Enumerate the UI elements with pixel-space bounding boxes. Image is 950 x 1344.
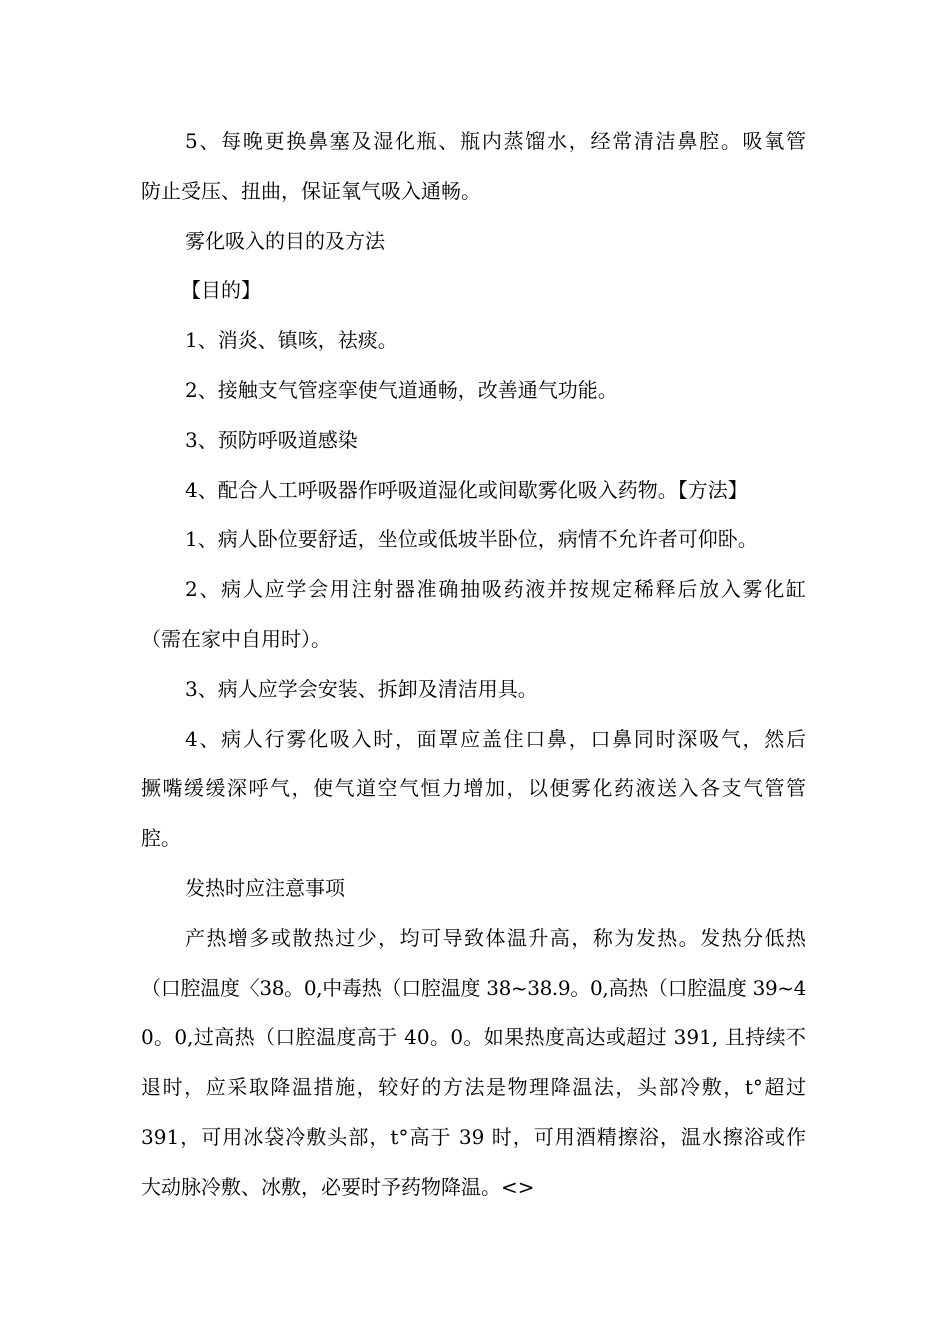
section-heading-fever: 发热时应注意事项: [185, 875, 345, 900]
purpose-item-3: 3、预防呼吸道感染: [185, 427, 358, 452]
method-item-4-line-3: 腔。: [141, 826, 181, 851]
document-body: [141, 117, 806, 1213]
fever-paragraph-line-1: 产热增多或散热过少，均可导致体温升高，称为发热。发热分低热: [185, 925, 806, 950]
fever-paragraph-line-6: 大动脉冷敷、冰敷，必要时予药物降温。<>: [141, 1174, 535, 1199]
method-item-3: 3、病人应学会安装、拆卸及清洁用具。: [185, 676, 538, 701]
purpose-item-1: 1、消炎、镇咳，祛痰。: [185, 328, 398, 353]
paragraph-line-2: 防止受压、扭曲，保证氧气吸入通畅。: [141, 178, 481, 203]
method-item-1: 1、病人卧位要舒适，坐位或低坡半卧位，病情不允许者可仰卧。: [185, 527, 758, 552]
fever-paragraph-line-5: 391，可用冰袋冷敷头部，t°高于 39 时，可用酒精擦浴，温水擦浴或作: [141, 1124, 806, 1149]
fever-paragraph-line-3: 0。0,过高热（口腔温度高于 40。0。如果热度高达或超过 391, 且持续不: [141, 1025, 806, 1050]
method-item-4-line-2: 撅嘴缓缓深呼气，使气道空气恒力增加，以便雾化药液送入各支气管管: [141, 776, 806, 801]
section-heading-nebulization: 雾化吸入的目的及方法: [185, 228, 385, 253]
paragraph-line-1: 5、每晚更换鼻塞及湿化瓶、瓶内蒸馏水，经常清洁鼻腔。吸氧管: [185, 129, 806, 153]
purpose-item-2: 2、接触支气管痉挛使气道通畅，改善通气功能。: [185, 377, 618, 402]
method-item-2-line-1: 2、病人应学会用注射器准确抽吸药液并按规定稀释后放入雾化缸: [185, 577, 806, 602]
method-item-2-line-2: （需在家中自用时）。: [141, 626, 331, 651]
purpose-item-4: 4、配合人工呼吸器作呼吸道湿化或间歇雾化吸入药物。【方法】: [185, 477, 748, 502]
subheading-purpose: 【目的】: [181, 278, 261, 303]
fever-paragraph-line-4: 退时，应采取降温措施，较好的方法是物理降温法，头部冷敷，t°超过: [141, 1075, 806, 1100]
method-item-4-line-1: 4、病人行雾化吸入时，面罩应盖住口鼻，口鼻同时深吸气，然后: [185, 726, 806, 751]
fever-paragraph-line-2: （口腔温度〈38。0,中毒热（口腔温度 38~38.9。0,高热（口腔温度 39~4: [141, 975, 806, 1000]
